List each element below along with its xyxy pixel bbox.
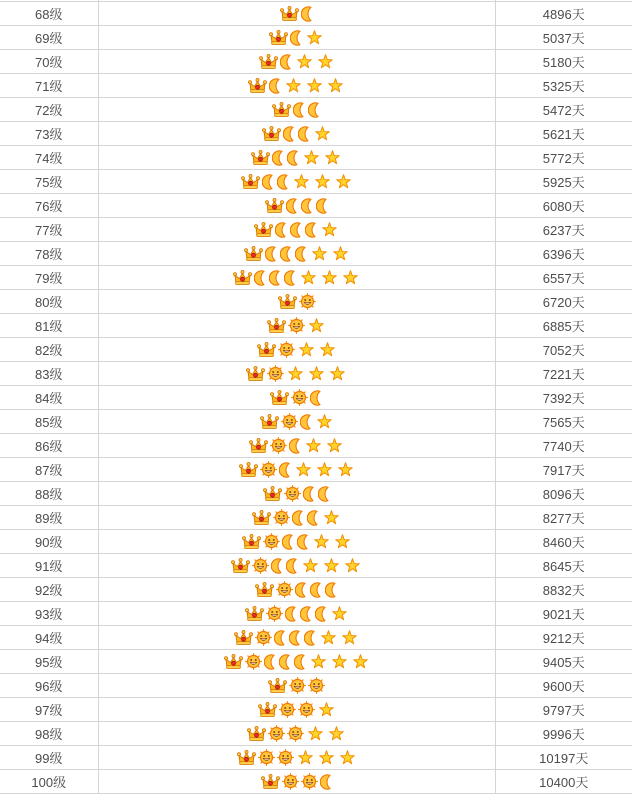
icons-cell: [98, 626, 495, 650]
days-cell: 7917天: [495, 458, 632, 482]
sun-icon: [267, 365, 284, 382]
icons-cell: [98, 722, 495, 746]
days-cell: 9996天: [495, 722, 632, 746]
crown-icon: [247, 726, 266, 742]
sun-icon: [298, 701, 315, 718]
level-cell: 78级: [0, 242, 98, 266]
icons-cell: [98, 242, 495, 266]
star-icon: [307, 30, 322, 45]
star-icon: [324, 558, 339, 573]
level-cell: 96级: [0, 674, 98, 698]
star-icon: [340, 750, 355, 765]
table-row: [0, 290, 632, 314]
star-icon: [308, 726, 323, 741]
moon-icon: [274, 630, 287, 646]
table-row: [0, 554, 632, 578]
moon-icon: [272, 150, 285, 166]
star-icon: [335, 534, 350, 549]
moon-icon: [293, 102, 306, 118]
level-cell: 81级: [0, 314, 98, 338]
days-cell: 9212天: [495, 626, 632, 650]
level-cell: 76级: [0, 194, 98, 218]
moon-icon: [282, 534, 295, 550]
moon-icon: [303, 486, 316, 502]
days-cell: 5037天: [495, 26, 632, 50]
days-cell: 6720天: [495, 290, 632, 314]
level-cell: 77级: [0, 218, 98, 242]
moon-icon: [310, 582, 323, 598]
days-cell: 9405天: [495, 650, 632, 674]
moon-icon: [310, 390, 323, 406]
crown-icon: [278, 294, 297, 310]
sun-icon: [299, 293, 316, 310]
icons-cell: [98, 74, 495, 98]
crown-icon: [257, 342, 276, 358]
moon-icon: [290, 30, 303, 46]
table-row: [0, 434, 632, 458]
sun-icon: [301, 773, 318, 790]
level-cell: 84级: [0, 386, 98, 410]
star-icon: [312, 246, 327, 261]
star-icon: [330, 366, 345, 381]
level-cell: 92级: [0, 578, 98, 602]
star-icon: [318, 54, 333, 69]
star-icon: [314, 534, 329, 549]
icons-cell: [98, 26, 495, 50]
moon-icon: [262, 174, 275, 190]
sun-icon: [258, 749, 275, 766]
crown-icon: [272, 102, 291, 118]
icons-cell: [98, 650, 495, 674]
sun-icon: [279, 701, 296, 718]
moon-icon: [318, 486, 331, 502]
table-row: [0, 506, 632, 530]
table-row: [0, 362, 632, 386]
sun-icon: [308, 677, 325, 694]
table-row: [0, 626, 632, 650]
icons-cell: [98, 290, 495, 314]
level-cell: 89级: [0, 506, 98, 530]
level-cell: 69级: [0, 26, 98, 50]
star-icon: [322, 222, 337, 237]
moon-icon: [305, 222, 318, 238]
table-row: [0, 650, 632, 674]
crown-icon: [239, 462, 258, 478]
star-icon: [321, 630, 336, 645]
sun-icon: [284, 485, 301, 502]
star-icon: [322, 270, 337, 285]
level-cell: 94级: [0, 626, 98, 650]
level-cell: 82级: [0, 338, 98, 362]
table-row: [0, 410, 632, 434]
moon-icon: [294, 654, 307, 670]
star-icon: [309, 318, 324, 333]
sun-icon: [260, 461, 277, 478]
table-row: [0, 338, 632, 362]
moon-icon: [300, 606, 313, 622]
icons-cell: [98, 122, 495, 146]
icons-cell: [98, 146, 495, 170]
level-cell: 71级: [0, 74, 98, 98]
days-cell: 6237天: [495, 218, 632, 242]
days-cell: 8460天: [495, 530, 632, 554]
table-row: [0, 26, 632, 50]
level-cell: 70级: [0, 50, 98, 74]
star-icon: [332, 606, 347, 621]
table-row: [0, 50, 632, 74]
star-icon: [306, 438, 321, 453]
crown-icon: [265, 198, 284, 214]
star-icon: [298, 750, 313, 765]
level-cell: 80级: [0, 290, 98, 314]
days-cell: 6557天: [495, 266, 632, 290]
crown-icon: [244, 246, 263, 262]
crown-icon: [270, 390, 289, 406]
icons-cell: [98, 434, 495, 458]
crown-icon: [231, 558, 250, 574]
sun-icon: [273, 509, 290, 526]
days-cell: 5925天: [495, 170, 632, 194]
moon-icon: [275, 222, 288, 238]
crown-icon: [254, 222, 273, 238]
sun-icon: [277, 749, 294, 766]
star-icon: [315, 126, 330, 141]
moon-icon: [295, 246, 308, 262]
icons-cell: [98, 194, 495, 218]
table-row: [0, 194, 632, 218]
table-row: [0, 218, 632, 242]
icons-cell: [98, 338, 495, 362]
sun-icon: [282, 773, 299, 790]
crown-icon: [224, 654, 243, 670]
crown-icon: [259, 54, 278, 70]
crown-icon: [248, 78, 267, 94]
star-icon: [286, 78, 301, 93]
icons-cell: [98, 506, 495, 530]
crown-icon: [251, 150, 270, 166]
table-row: [0, 2, 632, 26]
star-icon: [309, 366, 324, 381]
moon-icon: [284, 270, 297, 286]
moon-icon: [271, 558, 284, 574]
days-cell: 7221天: [495, 362, 632, 386]
days-cell: 7052天: [495, 338, 632, 362]
star-icon: [342, 630, 357, 645]
days-cell: 6080天: [495, 194, 632, 218]
table-row: [0, 122, 632, 146]
moon-icon: [316, 198, 329, 214]
moon-icon: [297, 534, 310, 550]
table-row: [0, 722, 632, 746]
level-cell: 73级: [0, 122, 98, 146]
sun-icon: [270, 437, 287, 454]
moon-icon: [286, 558, 299, 574]
icons-cell: [98, 458, 495, 482]
icons-cell: [98, 266, 495, 290]
icons-cell: [98, 578, 495, 602]
crown-icon: [241, 174, 260, 190]
star-icon: [345, 558, 360, 573]
table-row: [0, 74, 632, 98]
moon-icon: [254, 270, 267, 286]
table-row: [0, 170, 632, 194]
sun-icon: [288, 317, 305, 334]
moon-icon: [285, 606, 298, 622]
moon-icon: [325, 582, 338, 598]
moon-icon: [290, 222, 303, 238]
table-row: [0, 530, 632, 554]
star-icon: [332, 654, 347, 669]
days-cell: 8832天: [495, 578, 632, 602]
icons-cell: [98, 218, 495, 242]
icons-cell: [98, 170, 495, 194]
crown-icon: [242, 534, 261, 550]
level-cell: 85级: [0, 410, 98, 434]
icons-cell: [98, 770, 495, 794]
icons-cell: [98, 482, 495, 506]
sun-icon: [287, 725, 304, 742]
days-cell: 7565天: [495, 410, 632, 434]
star-icon: [324, 510, 339, 525]
level-cell: 86级: [0, 434, 98, 458]
moon-icon: [269, 78, 282, 94]
icons-cell: [98, 98, 495, 122]
crown-icon: [234, 630, 253, 646]
moon-icon: [301, 6, 314, 22]
star-icon: [325, 150, 340, 165]
days-cell: 6396天: [495, 242, 632, 266]
days-cell: 7740天: [495, 434, 632, 458]
star-icon: [303, 558, 318, 573]
sun-icon: [291, 389, 308, 406]
moon-icon: [264, 654, 277, 670]
star-icon: [304, 150, 319, 165]
moon-icon: [307, 510, 320, 526]
crown-icon: [255, 582, 274, 598]
level-cell: 79级: [0, 266, 98, 290]
moon-icon: [315, 606, 328, 622]
days-cell: 9600天: [495, 674, 632, 698]
star-icon: [288, 366, 303, 381]
star-icon: [343, 270, 358, 285]
moon-icon: [300, 414, 313, 430]
level-cell: 75级: [0, 170, 98, 194]
sun-icon: [268, 725, 285, 742]
level-cell: 91级: [0, 554, 98, 578]
days-cell: 5472天: [495, 98, 632, 122]
level-cell: 95级: [0, 650, 98, 674]
level-cell: 100级: [0, 770, 98, 794]
table-row: [0, 242, 632, 266]
days-cell: 5621天: [495, 122, 632, 146]
level-cell: 93级: [0, 602, 98, 626]
days-cell: 7392天: [495, 386, 632, 410]
days-cell: 9021天: [495, 602, 632, 626]
level-cell: 99级: [0, 746, 98, 770]
sun-icon: [278, 341, 295, 358]
table-row: [0, 386, 632, 410]
icons-cell: [98, 530, 495, 554]
icons-cell: [98, 698, 495, 722]
days-cell: 10400天: [495, 770, 632, 794]
icons-cell: [98, 674, 495, 698]
star-icon: [299, 342, 314, 357]
crown-icon: [233, 270, 252, 286]
icons-cell: [98, 362, 495, 386]
sun-icon: [245, 653, 262, 670]
days-cell: 8096天: [495, 482, 632, 506]
table-row: [0, 482, 632, 506]
sun-icon: [263, 533, 280, 550]
icons-cell: [98, 314, 495, 338]
star-icon: [319, 750, 334, 765]
table-row: [0, 146, 632, 170]
star-icon: [338, 462, 353, 477]
level-cell: 90级: [0, 530, 98, 554]
moon-icon: [279, 462, 292, 478]
star-icon: [319, 702, 334, 717]
sun-icon: [255, 629, 272, 646]
moon-icon: [292, 510, 305, 526]
moon-icon: [289, 630, 302, 646]
moon-icon: [269, 270, 282, 286]
table-row: [0, 314, 632, 338]
star-icon: [296, 462, 311, 477]
crown-icon: [246, 366, 265, 382]
sun-icon: [281, 413, 298, 430]
crown-icon: [260, 414, 279, 430]
star-icon: [353, 654, 368, 669]
star-icon: [336, 174, 351, 189]
star-icon: [328, 78, 343, 93]
icons-cell: [98, 602, 495, 626]
level-cell: 72级: [0, 98, 98, 122]
star-icon: [327, 438, 342, 453]
crown-icon: [267, 318, 286, 334]
icons-cell: [98, 410, 495, 434]
crown-icon: [263, 486, 282, 502]
icons-cell: [98, 2, 495, 26]
days-cell: 5180天: [495, 50, 632, 74]
table-row: [0, 98, 632, 122]
table-row: [0, 698, 632, 722]
moon-icon: [277, 174, 290, 190]
table-row: [0, 770, 632, 794]
moon-icon: [301, 198, 314, 214]
moon-icon: [286, 198, 299, 214]
icons-cell: [98, 50, 495, 74]
days-cell: 4896天: [495, 2, 632, 26]
moon-icon: [320, 774, 333, 790]
star-icon: [333, 246, 348, 261]
moon-icon: [289, 438, 302, 454]
days-cell: 5772天: [495, 146, 632, 170]
sun-icon: [266, 605, 283, 622]
star-icon: [301, 270, 316, 285]
crown-icon: [249, 438, 268, 454]
days-cell: 8277天: [495, 506, 632, 530]
moon-icon: [295, 582, 308, 598]
table-row: [0, 266, 632, 290]
moon-icon: [279, 654, 292, 670]
crown-icon: [245, 606, 264, 622]
moon-icon: [287, 150, 300, 166]
days-cell: 10197天: [495, 746, 632, 770]
moon-icon: [265, 246, 278, 262]
moon-icon: [283, 126, 296, 142]
icons-cell: [98, 746, 495, 770]
moon-icon: [280, 246, 293, 262]
level-cell: 98级: [0, 722, 98, 746]
star-icon: [317, 414, 332, 429]
icons-cell: [98, 554, 495, 578]
level-cell: 87级: [0, 458, 98, 482]
star-icon: [297, 54, 312, 69]
moon-icon: [298, 126, 311, 142]
moon-icon: [280, 54, 293, 70]
table-row: [0, 602, 632, 626]
crown-icon: [262, 126, 281, 142]
level-cell: 68级: [0, 2, 98, 26]
star-icon: [294, 174, 309, 189]
table-row: [0, 458, 632, 482]
level-cell: 83级: [0, 362, 98, 386]
days-cell: 9797天: [495, 698, 632, 722]
crown-icon: [269, 30, 288, 46]
level-cell: 88级: [0, 482, 98, 506]
days-cell: 8645天: [495, 554, 632, 578]
crown-icon: [258, 702, 277, 718]
star-icon: [311, 654, 326, 669]
crown-icon: [252, 510, 271, 526]
sun-icon: [289, 677, 306, 694]
table-row: [0, 674, 632, 698]
days-cell: 5325天: [495, 74, 632, 98]
star-icon: [315, 174, 330, 189]
crown-icon: [261, 774, 280, 790]
moon-icon: [308, 102, 321, 118]
crown-icon: [237, 750, 256, 766]
icons-cell: [98, 386, 495, 410]
level-cell: 74级: [0, 146, 98, 170]
level-cell: 97级: [0, 698, 98, 722]
days-cell: 6885天: [495, 314, 632, 338]
star-icon: [307, 78, 322, 93]
moon-icon: [304, 630, 317, 646]
crown-icon: [280, 6, 299, 22]
sun-icon: [252, 557, 269, 574]
star-icon: [317, 462, 332, 477]
sun-icon: [276, 581, 293, 598]
star-icon: [329, 726, 344, 741]
star-icon: [320, 342, 335, 357]
table-row: [0, 746, 632, 770]
crown-icon: [268, 678, 287, 694]
table-row: [0, 578, 632, 602]
